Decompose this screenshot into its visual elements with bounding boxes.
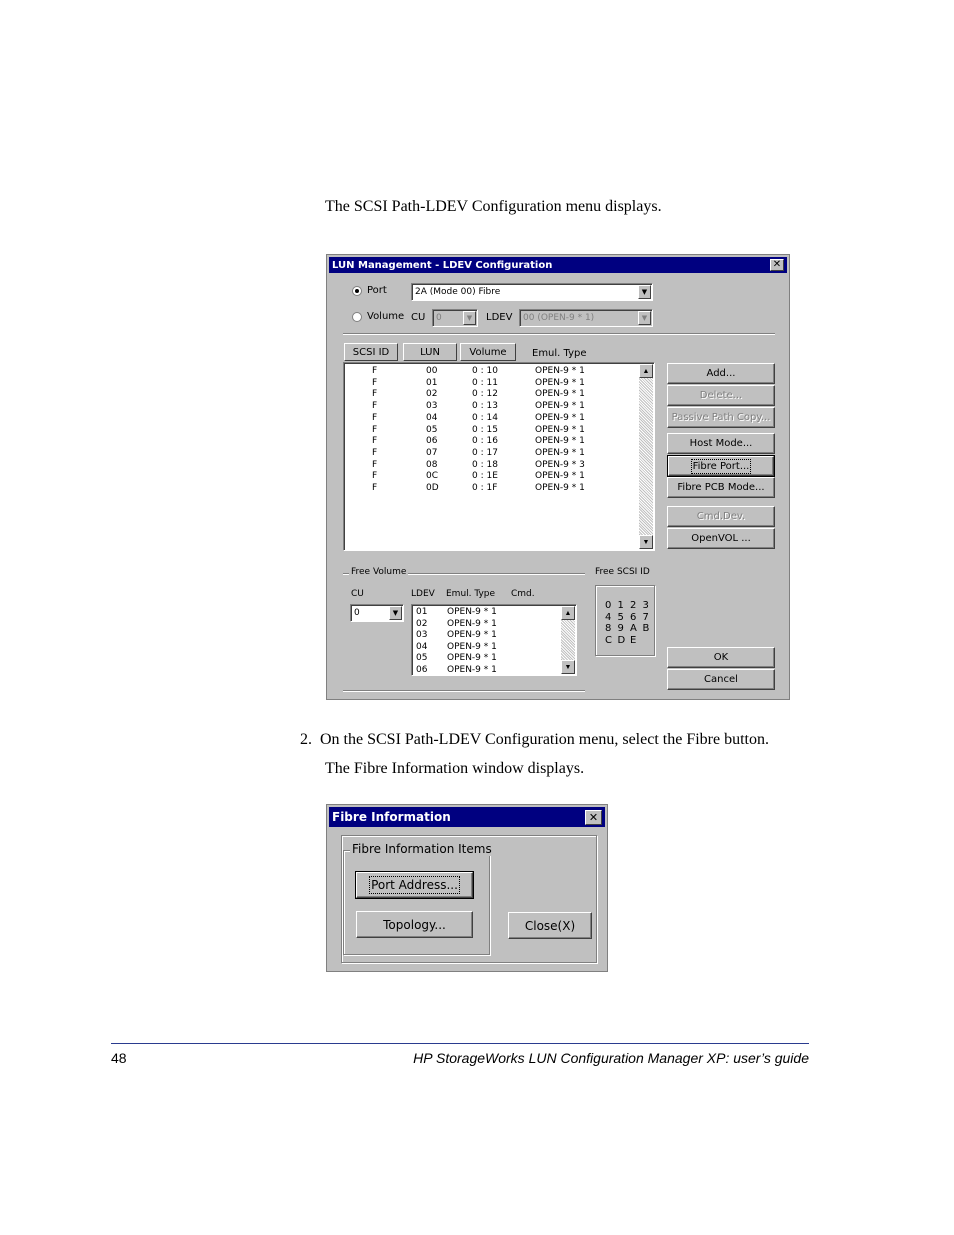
- table-row[interactable]: [344, 483, 634, 495]
- free-cu-label: CU: [351, 589, 364, 599]
- table-cell: F: [372, 389, 378, 400]
- free-scsi-id: 5: [617, 611, 624, 623]
- cmd-dev-button[interactable]: Cmd.Dev.: [667, 506, 775, 527]
- free-scsi-id: E: [630, 634, 637, 646]
- list-cell: OPEN-9 * 1: [447, 607, 497, 617]
- fibre-pcb-mode-button[interactable]: Fibre PCB Mode...: [667, 477, 775, 498]
- cu-select[interactable]: [432, 309, 478, 327]
- chevron-down-icon[interactable]: ▼: [638, 311, 651, 325]
- table-cell: 0 : 15: [472, 424, 498, 435]
- table-cell: OPEN-9 * 1: [535, 471, 585, 482]
- list-item[interactable]: [412, 619, 560, 631]
- free-scsi-id: 8: [605, 623, 612, 634]
- add-button[interactable]: Add...: [667, 363, 775, 384]
- page-number: 48: [111, 1050, 127, 1066]
- list-item[interactable]: [412, 607, 560, 619]
- table-cell: OPEN-9 * 1: [535, 377, 585, 388]
- scroll-up-icon[interactable]: ▲: [639, 364, 653, 378]
- ldev-select-value: 00 (OPEN-9 * 1): [523, 313, 595, 323]
- fibre-dialog-titlebar: [329, 807, 605, 827]
- table-cell: OPEN-9 * 1: [535, 366, 585, 376]
- table-cell: OPEN-9 * 1: [535, 424, 585, 435]
- table-cell: OPEN-9 * 1: [535, 412, 585, 423]
- table-cell: 0 : 13: [472, 401, 498, 412]
- footer-doc-title: HP StorageWorks LUN Configuration Manager XP: user’s guide: [413, 1050, 809, 1066]
- volume-label: Volume: [367, 311, 405, 322]
- free-scsi-id: 2: [630, 600, 637, 611]
- delete-button[interactable]: Delete...: [667, 385, 775, 406]
- vertical-scrollbar[interactable]: [561, 606, 575, 674]
- free-cu-value: 0: [354, 608, 360, 618]
- free-scsi-id: C: [605, 634, 612, 646]
- openvol-button[interactable]: OpenVOL ...: [667, 528, 775, 549]
- lun-dialog-title: LUN Management - LDEV Configuration: [332, 259, 553, 271]
- topology-button[interactable]: Topology...: [356, 911, 473, 938]
- chevron-down-icon[interactable]: ▼: [389, 606, 402, 620]
- list-cell: 02: [416, 618, 428, 629]
- table-cell: 0 : 1E: [472, 471, 498, 482]
- table-cell: 0 : 1F: [472, 483, 498, 493]
- table-cell: OPEN-9 * 3: [535, 459, 585, 470]
- table-cell: OPEN-9 * 1: [535, 389, 585, 400]
- vertical-scrollbar[interactable]: [639, 364, 653, 549]
- cancel-button[interactable]: Cancel: [667, 669, 775, 690]
- free-scsi-id: 4: [605, 611, 612, 623]
- free-scsi-id: 6: [630, 611, 637, 623]
- table-row[interactable]: [344, 366, 634, 378]
- list-cell: 05: [416, 653, 428, 664]
- table-cell: 01: [426, 377, 438, 388]
- scroll-up-icon[interactable]: ▲: [561, 606, 575, 620]
- free-scsi-id: B: [642, 623, 650, 634]
- column-header-volume[interactable]: Volume: [460, 343, 516, 361]
- free-scsi-id: 1: [617, 600, 624, 611]
- list-item[interactable]: [412, 642, 560, 654]
- table-cell: OPEN-9 * 1: [535, 401, 585, 412]
- port-address-button[interactable]: Port Address...: [356, 872, 473, 898]
- table-cell: F: [372, 412, 378, 423]
- intro-paragraph: The SCSI Path-LDEV Configuration menu displays.: [325, 198, 662, 215]
- fibre-port-button[interactable]: Fibre Port...: [668, 456, 774, 476]
- table-row[interactable]: [344, 471, 634, 483]
- chevron-down-icon[interactable]: ▼: [463, 311, 476, 325]
- volume-radio-indicator[interactable]: [352, 312, 362, 322]
- free-cu-select[interactable]: [350, 604, 404, 622]
- port-radio[interactable]: [352, 285, 387, 296]
- port-select-value: 2A (Mode 00) Fibre: [415, 287, 501, 297]
- passive-path-copy-button[interactable]: Passive Path Copy...: [667, 407, 775, 428]
- table-cell: F: [372, 401, 378, 412]
- table-cell: 0 : 18: [472, 459, 498, 470]
- fibre-items-group: [343, 850, 490, 955]
- free-volume-bottom-rule: [343, 690, 585, 692]
- table-row[interactable]: [344, 389, 634, 401]
- table-cell: 06: [426, 436, 438, 447]
- ldev-label: LDEV: [486, 312, 513, 323]
- free-scsi-id: D: [617, 634, 626, 646]
- list-cell: OPEN-9 * 1: [447, 641, 497, 652]
- list-cell: OPEN-9 * 1: [447, 618, 497, 629]
- column-header-lun[interactable]: LUN: [403, 343, 457, 361]
- list-cell: OPEN-9 * 1: [447, 665, 497, 675]
- close-button[interactable]: Close(X): [508, 912, 592, 939]
- table-cell: OPEN-9 * 1: [535, 483, 585, 493]
- table-row[interactable]: [344, 436, 634, 448]
- list-cell: OPEN-9 * 1: [447, 630, 497, 641]
- table-cell: F: [372, 459, 378, 470]
- table-row[interactable]: [344, 460, 634, 472]
- port-select[interactable]: [411, 283, 653, 301]
- table-cell: 08: [426, 459, 438, 470]
- scroll-down-icon[interactable]: ▼: [639, 535, 653, 549]
- free-scsi-id: 9: [617, 623, 624, 634]
- free-volume-legend: Free Volume: [351, 567, 407, 577]
- list-item[interactable]: [412, 665, 560, 675]
- table-cell: 0 : 10: [472, 366, 498, 376]
- table-cell: F: [372, 471, 378, 482]
- port-label: Port: [367, 285, 387, 296]
- free-scsi-id: 7: [642, 611, 649, 623]
- table-cell: F: [372, 483, 378, 493]
- table-cell: 0 : 11: [472, 377, 498, 388]
- table-row[interactable]: [344, 413, 634, 425]
- list-cell: 03: [416, 630, 428, 641]
- port-radio-indicator[interactable]: [352, 286, 362, 296]
- scroll-down-icon[interactable]: ▼: [561, 660, 575, 674]
- free-ldev-label: LDEV: [411, 589, 435, 599]
- fibre-dialog-title: Fibre Information: [332, 810, 451, 824]
- table-row[interactable]: [344, 425, 634, 437]
- list-item[interactable]: [412, 630, 560, 642]
- list-cell: 04: [416, 641, 428, 652]
- table-cell: 03: [426, 401, 438, 412]
- table-cell: 0 : 16: [472, 436, 498, 447]
- free-scsi-id: 0: [605, 600, 612, 611]
- free-emul-label: Emul. Type: [446, 589, 496, 599]
- lun-dialog-titlebar: [329, 257, 787, 273]
- column-header-scsi-id[interactable]: SCSI ID: [344, 343, 398, 361]
- table-cell: F: [372, 366, 378, 376]
- host-mode-button[interactable]: Host Mode...: [667, 433, 775, 454]
- ldev-select[interactable]: [519, 309, 653, 327]
- table-cell: 02: [426, 389, 438, 400]
- table-cell: 05: [426, 424, 438, 435]
- lun-list[interactable]: [343, 362, 655, 551]
- list-item[interactable]: [412, 653, 560, 665]
- ok-button[interactable]: OK: [667, 647, 775, 668]
- free-scsi-id-box: [595, 585, 655, 656]
- free-scsi-id: A: [630, 623, 637, 634]
- chevron-down-icon[interactable]: ▼: [638, 285, 651, 299]
- fibre-information-dialog: [326, 804, 608, 972]
- list-cell: 01: [416, 607, 428, 617]
- free-volume-list[interactable]: [411, 604, 577, 676]
- table-cell: 0 : 17: [472, 447, 498, 458]
- table-cell: 00: [426, 366, 438, 376]
- free-cmd-label: Cmd.: [511, 589, 535, 599]
- table-cell: F: [372, 377, 378, 388]
- lun-management-dialog: [326, 254, 790, 700]
- table-cell: 0C: [426, 471, 439, 482]
- close-icon[interactable]: ✕: [585, 810, 602, 825]
- divider: [343, 333, 775, 335]
- table-cell: OPEN-9 * 1: [535, 447, 585, 458]
- step-followup-text: The Fibre Information window displays.: [325, 760, 585, 777]
- fibre-items-legend: Fibre Information Items: [352, 842, 492, 856]
- table-cell: F: [372, 447, 378, 458]
- table-cell: 0 : 12: [472, 389, 498, 400]
- table-cell: 07: [426, 447, 438, 458]
- table-row[interactable]: [344, 401, 634, 413]
- table-cell: F: [372, 424, 378, 435]
- free-scsi-id: 3: [642, 600, 649, 611]
- step-2-text: 2. On the SCSI Path-LDEV Configuration menu, select the Fibre button.: [300, 731, 769, 748]
- column-header-emul-type: Emul. Type: [532, 348, 587, 359]
- cu-label: CU: [411, 312, 426, 323]
- footer-rule: [111, 1043, 809, 1044]
- table-cell: 0D: [426, 483, 439, 493]
- table-cell: F: [372, 436, 378, 447]
- table-cell: 04: [426, 412, 438, 423]
- cu-select-value: 0: [436, 313, 442, 323]
- table-row[interactable]: [344, 448, 634, 460]
- table-row[interactable]: [344, 378, 634, 390]
- table-cell: OPEN-9 * 1: [535, 436, 585, 447]
- volume-radio[interactable]: [352, 311, 404, 322]
- free-scsi-id-legend: Free SCSI ID: [595, 567, 650, 577]
- table-cell: 0 : 14: [472, 412, 498, 423]
- list-cell: 06: [416, 665, 428, 675]
- list-cell: OPEN-9 * 1: [447, 653, 497, 664]
- close-icon[interactable]: ✕: [770, 259, 784, 271]
